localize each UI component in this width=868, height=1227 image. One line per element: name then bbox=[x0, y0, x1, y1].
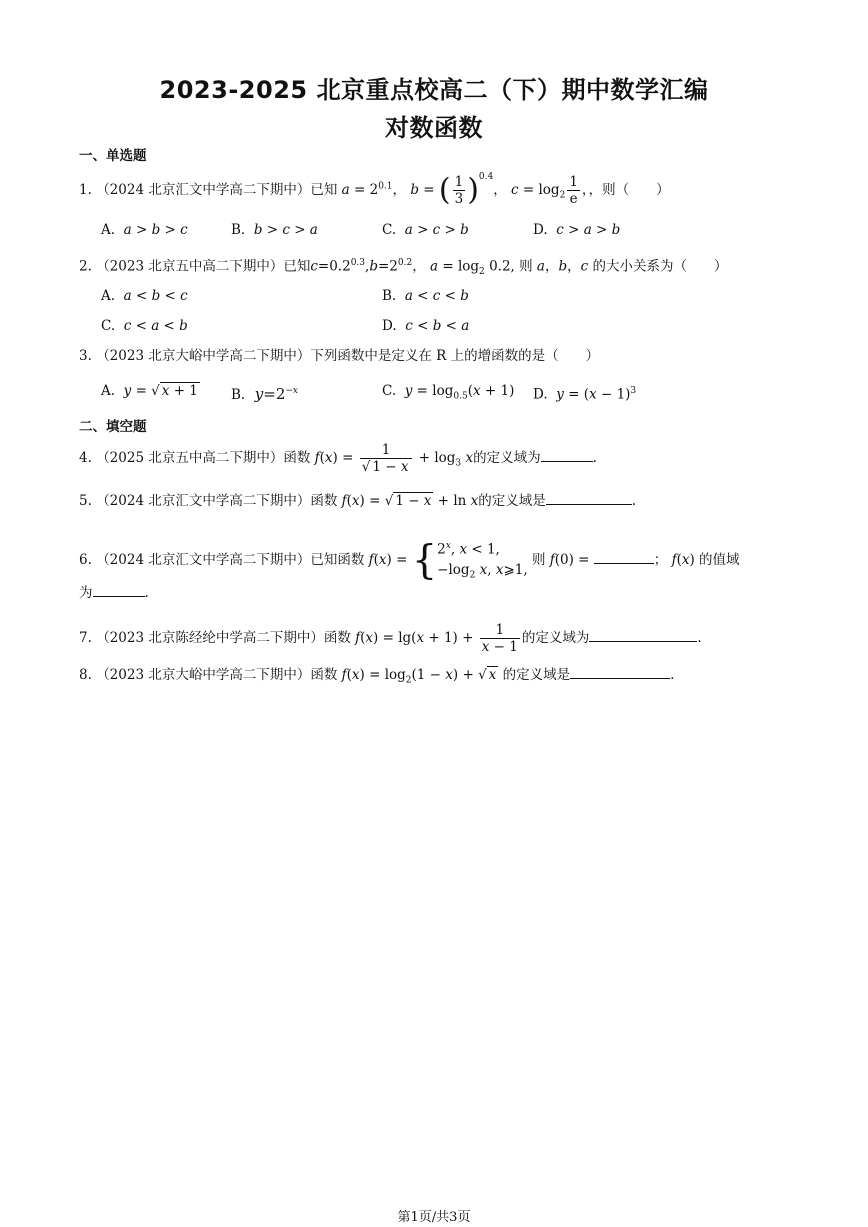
question-5: 5. （2024 北京汇文中学高二下期中）函数 f(x) = √ 1 − x + ln x的定义域是 . bbox=[79, 490, 636, 511]
question-2: 2. （2023 北京五中高二下期中）已知$c=0.2^{0.3},b=2^{0.2}$， $a = \log_2 0.2$, 则 a，b，c 的大小关系为（ ） bbox=[79, 258, 728, 278]
document-subtitle: 对数函数 bbox=[385, 114, 483, 142]
question-3: 3. （2023 北京大峪中学高二下期中）下列函数中是定义在 R 上的增函数的是（ ） bbox=[79, 348, 600, 364]
q1-option-c: C. a > c > b bbox=[382, 222, 469, 238]
q2-option-c: C. c < a < b bbox=[101, 318, 188, 334]
document-title: 2023-2025 北京重点校高二（下）期中数学汇编 bbox=[159, 76, 709, 104]
q3-option-c: C. $y = \log_{0.5}(x + 1)$ bbox=[382, 383, 515, 402]
q2-option-d: D. c < b < a bbox=[382, 318, 470, 334]
q1-option-d: D. c > a > b bbox=[533, 222, 621, 238]
q3-option-a: A. y = √ x + 1 bbox=[101, 383, 198, 399]
q2-option-b: B. a < c < b bbox=[382, 288, 469, 304]
q1-option-a: A. a > b > c bbox=[101, 222, 188, 238]
question-8: 8. （2023 北京大峪中学高二下期中）函数 $f(x) = \log_2(1 - x)$ + √ x 的定义域是 . bbox=[79, 664, 674, 691]
question-4: 4. （2025 北京五中高二下期中）函数 f(x) = $\frac{1}{√ 1 - x}$ + $\log_3 x$的定义域为 . bbox=[79, 442, 597, 475]
q3-option-d: D. $y = (x - 1)^3$ bbox=[533, 386, 637, 403]
section-heading-single-choice: 一、单选题 bbox=[79, 148, 147, 164]
q2-option-a: A. a < b < c bbox=[101, 288, 188, 304]
question-7: 7. （2023 北京陈经纶中学高二下期中）函数 f(x) = lg(x + 1) + $\frac{1}{x - 1}$ 的定义域为 . bbox=[79, 622, 702, 655]
q1-option-b: B. b > c > a bbox=[231, 222, 318, 238]
question-6: 6. （2024 北京汇文中学高二下期中）已知函数 f(x) = { 2$^x$, x < 1, $-\log_2$ x, x⩾1, 则 f(0) = ； f(x) 的值域 bbox=[79, 537, 740, 584]
question-1: 1. （2024 北京汇文中学高二下期中）已知 $a = 2^{0.1}$， b = ( $\frac{1}{3}$ )$^{0.4}$， $c = \log_2$ $\frac{1}{e}$ ，，则（ ） bbox=[79, 171, 670, 208]
page-footer: 第1页/共3页 bbox=[397, 1210, 471, 1225]
question-6-continuation: 为 . bbox=[79, 582, 149, 603]
section-heading-fill-in: 二、填空题 bbox=[79, 419, 147, 435]
q3-option-b: B. $y=2^{-x}$ bbox=[231, 385, 298, 403]
